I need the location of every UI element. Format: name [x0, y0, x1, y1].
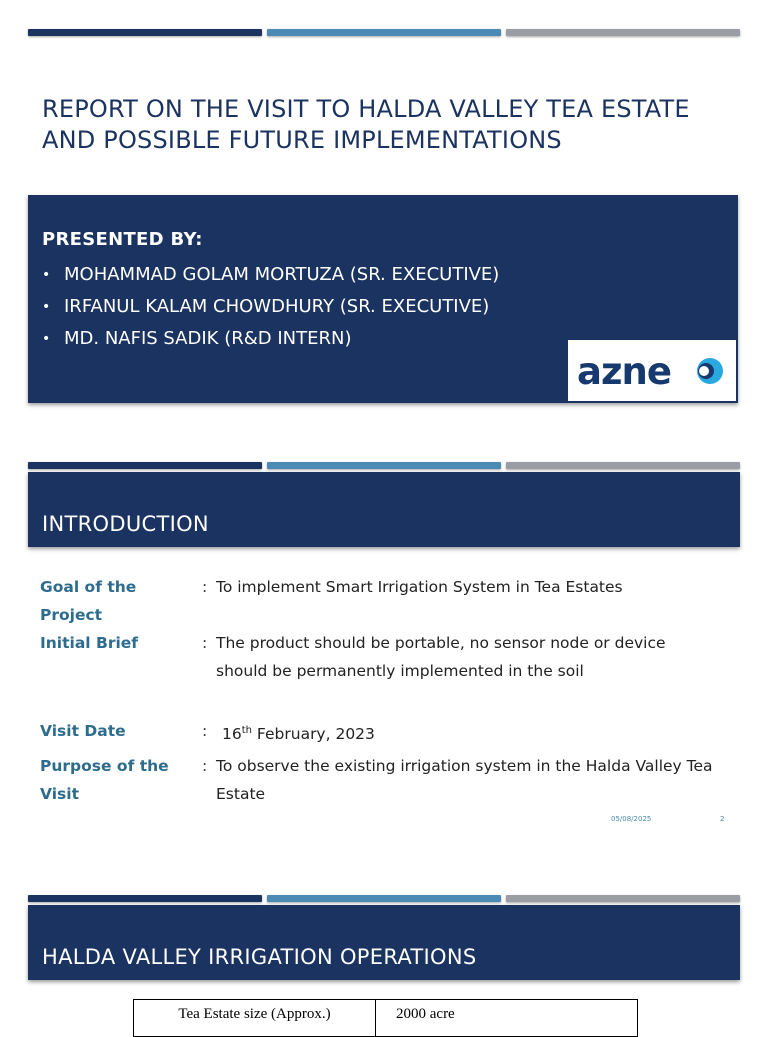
presenter-list [42, 259, 499, 355]
bullet-icon: • [42, 331, 51, 347]
row-label: Goal of the Project [40, 578, 137, 624]
presenter-panel [28, 195, 738, 403]
row-value: The product should be portable, no sensor node or device should be permanently implemented in the soil [216, 634, 666, 680]
azneo-logo [568, 340, 736, 401]
row-label: Visit Date [40, 722, 126, 740]
table-cell: 2000 acre [376, 1000, 638, 1037]
row-label: Purpose of the Visit [40, 757, 169, 803]
info-row-purpose [40, 752, 740, 808]
introduction-title: INTRODUCTION [42, 512, 209, 536]
presenter-item [42, 259, 499, 291]
presenter-name: MOHAMMAD GOLAM MORTUZA (SR. EXECUTIVE) [64, 264, 500, 285]
row-colon: : [202, 757, 208, 775]
svg-text:azne: azne [577, 350, 671, 393]
azneo-logo-icon [568, 340, 736, 401]
date-suffix: th [241, 725, 252, 736]
info-row-visit-date [40, 717, 740, 745]
stripe-navy [28, 462, 262, 469]
stripe-gray [506, 895, 740, 902]
row-colon: : [202, 722, 208, 740]
top-stripes-slide3 [28, 895, 740, 903]
stripe-blue [267, 895, 501, 902]
table-row [134, 1000, 638, 1037]
stripe-navy [28, 895, 262, 902]
top-stripes-slide2 [28, 462, 740, 470]
operations-table [133, 999, 638, 1037]
bullet-icon: • [42, 267, 51, 283]
row-value: To observe the existing irrigation system in the Halda Valley Tea Estate [216, 757, 713, 803]
info-row-brief [40, 629, 740, 685]
row-label: Initial Brief [40, 634, 139, 652]
slide-page-number: 2 [720, 815, 725, 823]
presenter-name: IRFANUL KALAM CHOWDHURY (SR. EXECUTIVE) [64, 296, 490, 317]
date-day: 16 [222, 725, 242, 744]
table-cell: Tea Estate size (Approx.) [134, 1000, 376, 1037]
row-colon: : [202, 634, 208, 652]
date-rest: February, 2023 [252, 725, 375, 744]
row-value [222, 717, 722, 748]
stripe-navy [28, 29, 262, 36]
top-stripes-slide1 [28, 29, 740, 37]
presenter-name: MD. NAFIS SADIK (R&D INTERN) [64, 328, 352, 349]
stripe-blue [267, 462, 501, 469]
row-value: To implement Smart Irrigation System in Tea Estates [216, 578, 623, 596]
presented-by-label: PRESENTED BY: [42, 229, 203, 250]
presenter-item [42, 323, 499, 355]
slide-footer-date: 05/08/2025 [611, 815, 652, 823]
row-colon: : [202, 578, 208, 596]
info-row-goal [40, 573, 740, 629]
stripe-blue [267, 29, 501, 36]
introduction-header [28, 472, 740, 547]
stripe-gray [506, 462, 740, 469]
stripe-gray [506, 29, 740, 36]
operations-header [28, 905, 740, 980]
bullet-icon: • [42, 299, 51, 315]
report-title: REPORT ON THE VISIT TO HALDA VALLEY TEA ESTATE AND POSSIBLE FUTURE IMPLEMENTATIONS [42, 95, 690, 154]
operations-title: HALDA VALLEY IRRIGATION OPERATIONS [42, 945, 477, 969]
presenter-item [42, 291, 499, 323]
